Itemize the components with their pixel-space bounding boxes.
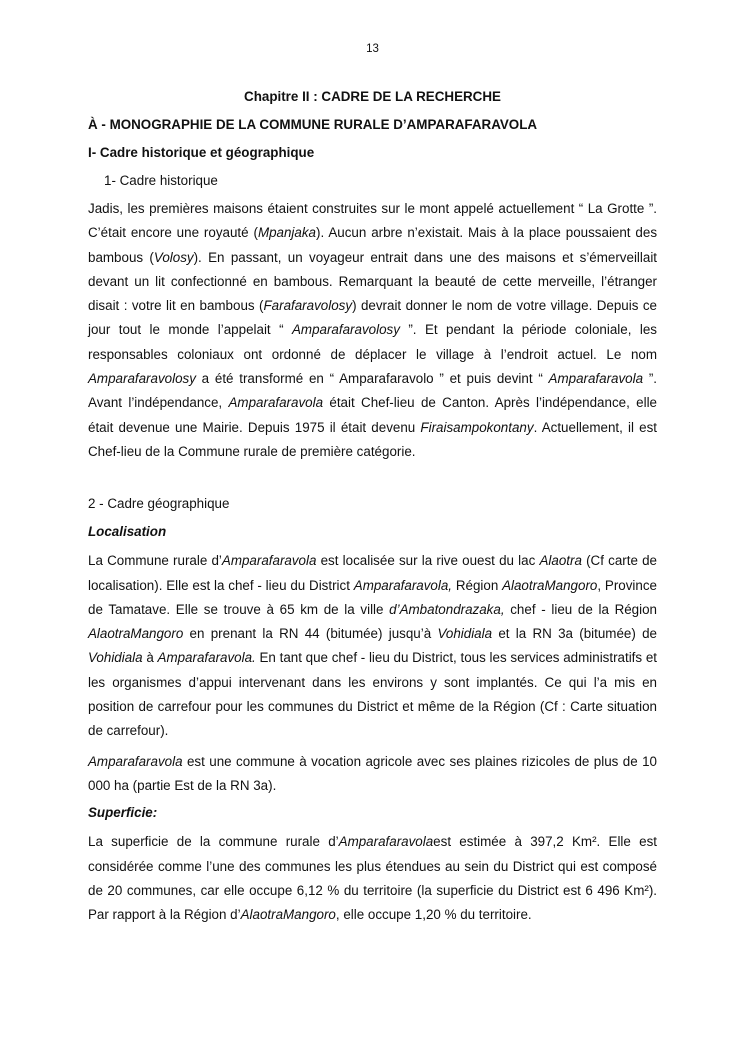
italic-term: Amparafaravola	[228, 395, 324, 411]
italic-term: Volosy	[153, 249, 194, 265]
text-run: est une commune à vocation agricole avec ses plaines rizicoles de plus de 10 000 ha (partie Est de la RN 3a).	[88, 753, 657, 793]
text-run: a été transformé en “ Amparafaravolo ” et puis devint “	[195, 371, 549, 387]
text-run: ) devrait donner le nom de votre village. Depuis ce jour tout le monde l’appelait “	[88, 298, 657, 338]
italic-term: Mpanjaka	[257, 225, 316, 241]
text-run: ). Aucun arbre n’existait. Mais à la place poussaient des bambous (	[88, 225, 658, 265]
item2-title: 2 - Cadre géographique	[88, 496, 230, 512]
italic-term: Amparafaravola	[221, 553, 317, 569]
text-run: Région	[452, 577, 503, 593]
text-run: était Chef-lieu de Canton. Après l’indépendance, elle était devenue une Mairie. Depuis 1975 il était devenu	[88, 395, 657, 435]
text-run: , Province de Tamatave. Elle se trouve à 65 km de la ville	[88, 577, 657, 617]
text-run: , elle occupe 1,20 % du territoire.	[335, 907, 532, 923]
text-run: ). En passant, un voyageur entrait dans une des maisons et s’émerveillait devant un lit confectionné en bambous. Remarquant la beauté de cette merveille, l’étranger disait : votre lit en bambous (	[88, 249, 658, 314]
italic-term: Amparafaravola.	[157, 650, 256, 666]
italic-term: AlaotraMangoro	[240, 907, 336, 923]
text-run: chef - lieu de la Région	[504, 601, 658, 617]
text-run: En tant que chef - lieu du District, tous les services administratifs et les organismes d’appui intervenant dans les environs y sont implantés. Ce qui l’a mis en position de carrefour pour les communes du District et même de la Région (Cf : Carte situation de carrefour).	[88, 650, 657, 739]
page-number: 13	[366, 43, 379, 55]
italic-term: Amparafaravola	[338, 834, 434, 850]
historique-paragraph	[88, 197, 657, 464]
italic-term: Vohidiala	[437, 626, 493, 642]
superficie-heading: Superficie:	[88, 805, 158, 821]
subsection-title: I- Cadre historique et géographique	[88, 145, 315, 160]
italic-term: d’Ambatondrazaka,	[389, 601, 505, 617]
italic-term: Amparafaravola	[88, 753, 183, 769]
italic-term: Firaisampokontany	[420, 419, 534, 435]
text-run: ”. Avant l’indépendance,	[88, 371, 657, 411]
italic-term: Farafaravolosy	[263, 298, 353, 314]
text-run: est localisée sur la rive ouest du lac	[316, 553, 540, 569]
superficie-paragraph	[88, 830, 657, 927]
text-run: La superficie de la commune rurale d’	[88, 834, 339, 850]
italic-term: Alaotra	[539, 553, 582, 569]
text-run: ”. Et pendant la période coloniale, les responsables coloniaux ont ordonné de déplacer le village à l’endroit actuel. Le nom	[88, 322, 657, 362]
text-run: est estimée à 397,2 Km². Elle est considérée comme l’une des communes les plus étendues au sein du District qui est composé de 20 communes, car elle occupe 6,12 % du territoire (la superficie du District est 6 496 Km²). Par rapport à la Région d’	[88, 834, 657, 923]
italic-term: Vohidiala	[88, 650, 143, 666]
section-title: À - MONOGRAPHIE DE LA COMMUNE RURALE D’AMPARAFARAVOLA	[88, 117, 538, 132]
text-run: à	[142, 650, 158, 666]
text-run: (Cf carte de localisation). Elle est la chef - lieu du District	[88, 553, 657, 593]
text-run: Jadis, les premières maisons étaient construites sur le mont appelé actuellement “ La Grotte ”. C’était encore une royauté (	[88, 201, 657, 241]
italic-term: AlaotraMangoro	[88, 626, 184, 642]
text-run: et la RN 3a (bitumée) de	[492, 626, 657, 642]
localisation-paragraph-2	[88, 750, 657, 799]
page-content	[88, 88, 657, 927]
text-run: . Actuellement, il est Chef-lieu de la Commune rurale de première catégorie.	[88, 419, 657, 459]
text-run: en prenant la RN 44 (bitumée) jusqu’à	[183, 626, 438, 642]
localisation-paragraph-1	[88, 549, 657, 743]
item1-title: 1- Cadre historique	[104, 173, 218, 188]
chapter-title: Chapitre II : CADRE DE LA RECHERCHE	[244, 89, 501, 104]
italic-term: Amparafaravolosy	[88, 371, 196, 387]
italic-term: Amparafaravolosy	[291, 322, 400, 338]
text-run: La Commune rurale d’	[88, 553, 222, 569]
italic-term: AlaotraMangoro	[502, 577, 598, 593]
localisation-heading: Localisation	[88, 524, 167, 540]
italic-term: Amparafaravola,	[353, 577, 453, 593]
italic-term: Amparafaravola	[548, 371, 644, 387]
